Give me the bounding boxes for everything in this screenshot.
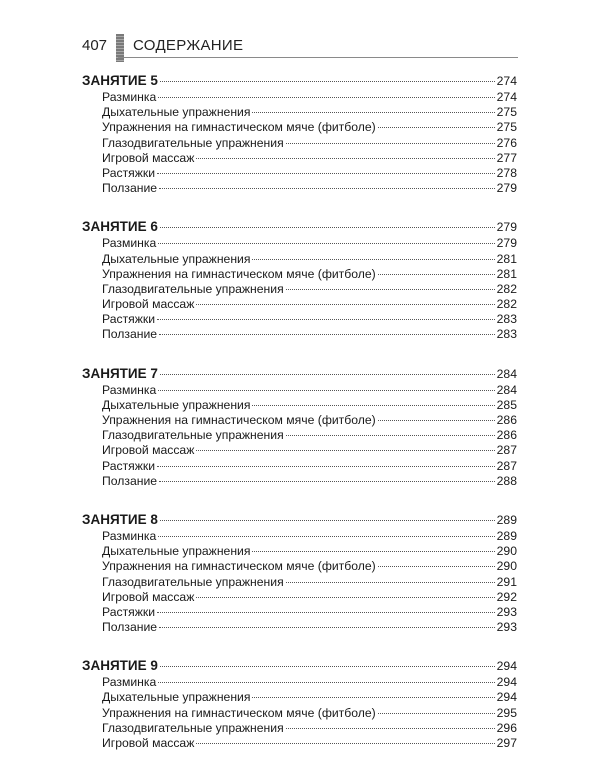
header-title: СОДЕРЖАНИЕ (133, 37, 244, 54)
dot-leader (160, 520, 495, 521)
toc-entry-label: Разминка (102, 236, 157, 251)
toc-entry-label: Ползание (102, 181, 158, 196)
toc-entry-page: 289 (496, 528, 517, 543)
toc-entry[interactable] (82, 312, 517, 327)
dot-leader (196, 450, 494, 451)
toc-entry-page: 283 (496, 327, 517, 342)
toc-entry-page: 290 (496, 559, 517, 574)
toc-entry-label: Ползание (102, 620, 158, 635)
dot-leader (157, 173, 495, 174)
toc-entry-page: 274 (496, 90, 517, 104)
dot-leader (286, 582, 495, 583)
toc-entry-label: Ползание (102, 327, 158, 342)
toc-lesson-heading[interactable] (82, 511, 517, 529)
toc-entry-label: Разминка (102, 382, 157, 397)
toc-entry-label: Растяжки (102, 312, 156, 327)
toc-entry[interactable] (82, 236, 517, 251)
dot-leader (378, 127, 495, 128)
toc-entry-page: 291 (496, 574, 517, 589)
toc-entry[interactable] (82, 120, 517, 135)
toc-entry-page: 276 (496, 135, 517, 150)
toc-entry-page: 282 (496, 297, 517, 312)
toc-entry[interactable] (82, 428, 517, 443)
toc-entry-page: 293 (496, 604, 517, 619)
toc-entry[interactable] (82, 721, 517, 736)
toc-entry[interactable] (82, 297, 517, 312)
toc-lesson-heading-page: 289 (496, 512, 517, 527)
toc-section (82, 657, 517, 751)
toc-entry[interactable] (82, 620, 517, 635)
toc-entry-label: Игровой массаж (102, 297, 195, 312)
toc-entry-label: Упражнения на гимнастическом мяче (фитболе) (102, 559, 376, 574)
toc-entry[interactable] (82, 559, 517, 574)
toc-entry[interactable] (82, 474, 517, 489)
toc-entry-label: Упражнения на гимнастическом мяче (фитболе) (102, 705, 376, 720)
dot-leader (252, 697, 494, 698)
dot-leader (158, 243, 494, 244)
dot-leader (252, 551, 494, 552)
toc-entry-label: Игровой массаж (102, 150, 195, 165)
toc-section (82, 511, 517, 635)
toc-entry[interactable] (82, 736, 517, 751)
toc-entry-label: Разминка (102, 675, 157, 690)
toc-entry-page: 288 (496, 473, 517, 488)
toc-entry[interactable] (82, 181, 517, 196)
dot-leader (252, 405, 494, 406)
dot-leader (378, 566, 495, 567)
toc-entry[interactable] (82, 282, 517, 297)
dot-leader (157, 319, 495, 320)
toc-lesson-heading-page: 279 (496, 220, 517, 235)
toc-entry[interactable] (82, 252, 517, 267)
toc-section (82, 72, 517, 196)
toc-entry-page: 293 (496, 620, 517, 635)
toc-entry[interactable] (82, 690, 517, 705)
toc-entry-label: Упражнения на гимнастическом мяче (фитболе) (102, 120, 376, 135)
dot-leader (378, 274, 495, 275)
toc-entry[interactable] (82, 605, 517, 620)
toc-entry-page: 295 (496, 705, 517, 720)
toc-entry-label: Растяжки (102, 165, 156, 180)
toc-lesson-heading-label: ЗАНЯТИЕ 9 (82, 658, 158, 674)
toc-entry-page: 275 (496, 120, 517, 135)
toc-entry-page: 294 (496, 690, 517, 705)
dot-leader (286, 143, 495, 144)
toc-lesson-heading-label: ЗАНЯТИЕ 5 (82, 73, 158, 88)
dot-leader (158, 682, 494, 683)
toc-entry-label: Игровой массаж (102, 736, 195, 750)
toc-entry-page: 287 (496, 443, 517, 458)
toc-entry-page: 277 (496, 150, 517, 165)
toc-entry[interactable] (82, 90, 517, 105)
toc-entry-label: Глазодвигательные упражнения (102, 428, 284, 443)
toc-entry-label: Упражнения на гимнастическом мяче (фитболе) (102, 266, 376, 281)
toc-entry-page: 286 (496, 428, 517, 443)
dot-leader (196, 158, 494, 159)
toc-entry[interactable] (82, 675, 517, 690)
dot-leader (286, 289, 495, 290)
toc-entry[interactable] (82, 529, 517, 544)
toc-entry-label: Глазодвигательные упражнения (102, 720, 284, 735)
toc-entry[interactable] (82, 459, 517, 474)
toc-entry-page: 284 (496, 382, 517, 397)
toc-entry-page: 286 (496, 413, 517, 427)
toc-lesson-heading-label: ЗАНЯТИЕ 7 (82, 365, 158, 381)
toc-entry-label: Разминка (102, 528, 157, 543)
dot-leader (286, 435, 495, 436)
toc-entry-page: 282 (496, 281, 517, 296)
toc-entry-label: Дыхательные упражнения (102, 397, 251, 412)
dot-leader (157, 466, 495, 467)
toc-entry[interactable] (82, 383, 517, 398)
dot-leader (160, 227, 495, 228)
toc-entry[interactable] (82, 590, 517, 605)
dot-leader (160, 666, 495, 667)
toc-entry-label: Растяжки (102, 458, 156, 473)
toc-lesson-heading[interactable] (82, 657, 517, 675)
dot-leader (196, 597, 494, 598)
toc-lesson-heading-page: 274 (496, 74, 517, 88)
toc-entry-page: 281 (496, 266, 517, 281)
toc-entry-page: 279 (496, 181, 517, 196)
toc-lesson-heading-label: ЗАНЯТИЕ 6 (82, 219, 158, 235)
toc-entry-page: 292 (496, 589, 517, 604)
toc-entry[interactable] (82, 575, 517, 590)
toc-entry-page: 296 (496, 720, 517, 735)
dot-leader (378, 420, 495, 421)
toc-entry[interactable] (82, 136, 517, 151)
dot-leader (159, 188, 495, 189)
dot-leader (158, 536, 494, 537)
dot-leader (158, 97, 494, 98)
dot-leader (196, 743, 494, 744)
toc-entry[interactable] (82, 166, 517, 181)
toc-entry-label: Глазодвигательные упражнения (102, 135, 284, 150)
toc-entry-label: Дыхательные упражнения (102, 544, 251, 559)
toc-entry-label: Упражнения на гимнастическом мяче (фитболе) (102, 413, 376, 427)
toc-section (82, 218, 517, 342)
toc-entry[interactable] (82, 443, 517, 458)
toc-entry-page: 290 (496, 544, 517, 559)
running-header (82, 34, 518, 64)
toc-entry-page: 283 (496, 312, 517, 327)
dot-leader (252, 112, 494, 113)
dot-leader (196, 304, 494, 305)
dot-leader (378, 713, 495, 714)
dot-leader (252, 259, 494, 260)
toc-entry-page: 294 (496, 675, 517, 690)
toc-entry-label: Дыхательные упражнения (102, 105, 251, 120)
toc-entry-page: 285 (496, 397, 517, 412)
toc-entry[interactable] (82, 105, 517, 120)
toc-entry-label: Растяжки (102, 604, 156, 619)
dot-leader (158, 390, 494, 391)
toc-entry-label: Игровой массаж (102, 589, 195, 604)
toc-entry-label: Глазодвигательные упражнения (102, 281, 284, 296)
toc-entry[interactable] (82, 706, 517, 721)
dot-leader (159, 627, 495, 628)
toc-entry[interactable] (82, 544, 517, 559)
dot-leader (286, 728, 495, 729)
toc-lesson-heading[interactable] (82, 365, 517, 383)
toc-lesson-heading[interactable] (82, 72, 517, 90)
toc-entry-label: Ползание (102, 473, 158, 488)
dot-leader (159, 334, 495, 335)
toc-entry[interactable] (82, 398, 517, 413)
dot-leader (160, 374, 495, 375)
toc-lesson-heading-label: ЗАНЯТИЕ 8 (82, 511, 158, 527)
toc-entry-label: Дыхательные упражнения (102, 690, 251, 705)
dot-leader (160, 81, 495, 82)
toc-lesson-heading-page: 284 (496, 366, 517, 381)
toc-entry[interactable] (82, 267, 517, 282)
dot-leader (157, 612, 495, 613)
toc-entry-page: 281 (496, 251, 517, 266)
toc-entry-label: Игровой массаж (102, 443, 195, 458)
toc-lesson-heading-page: 294 (496, 659, 517, 674)
toc-entry-label: Глазодвигательные упражнения (102, 574, 284, 589)
table-of-contents (82, 72, 517, 773)
dot-leader (159, 481, 495, 482)
toc-entry[interactable] (82, 327, 517, 342)
toc-entry[interactable] (82, 413, 517, 428)
header-rule (118, 57, 518, 58)
toc-entry-page: 278 (496, 165, 517, 180)
toc-entry-page: 275 (496, 105, 517, 120)
toc-section (82, 365, 517, 489)
toc-entry[interactable] (82, 151, 517, 166)
toc-entry-label: Дыхательные упражнения (102, 251, 251, 266)
toc-entry-page: 279 (496, 236, 517, 251)
toc-entry-page: 297 (496, 736, 517, 750)
page-number: 407 (82, 37, 108, 54)
toc-entry-label: Разминка (102, 90, 157, 104)
toc-lesson-heading[interactable] (82, 218, 517, 236)
toc-entry-page: 287 (496, 458, 517, 473)
